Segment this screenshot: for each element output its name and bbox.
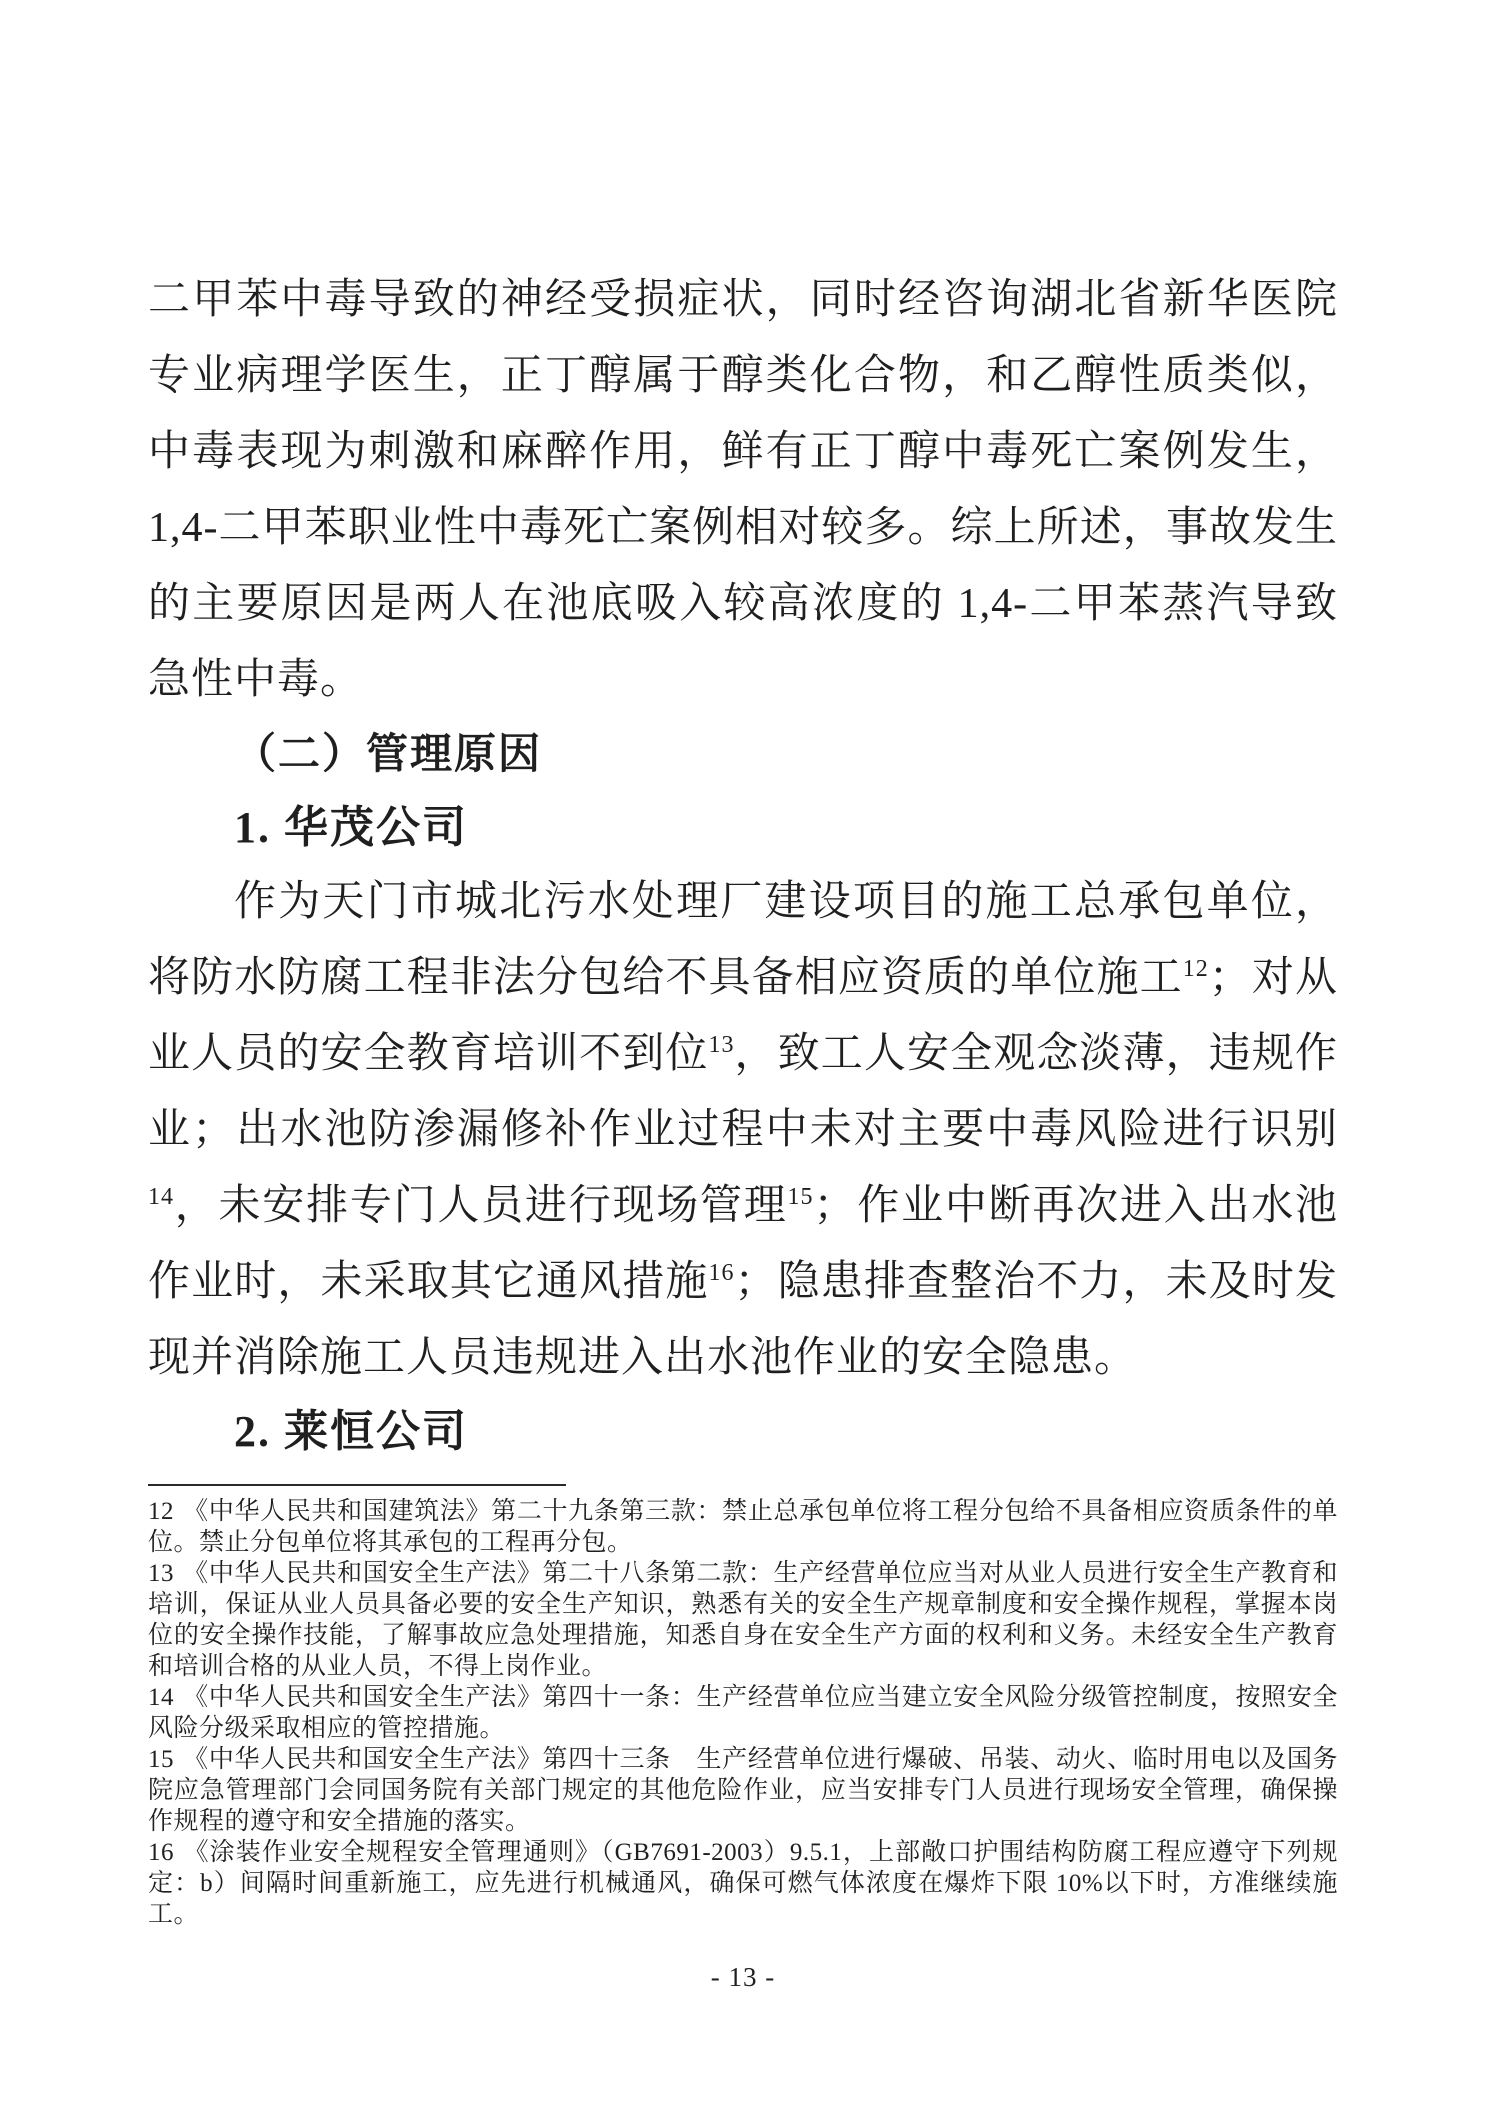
page-number: - 13 - (710, 1962, 776, 1992)
footnote-text: 《中华人民共和国安全生产法》第四十三条 生产经营单位进行爆破、吊装、动火、临时用电以及国务院应急管理部门会同国务院有关部门规定的其他危险作业，应当安排专门人员进行现场安全管理，确保操作规程的遵守和安全措施的落实。 (148, 1746, 1338, 1835)
text-run: ；对从业人员的安全教育培训不到位 (148, 955, 1338, 1077)
footnote-number: 14 (148, 1684, 174, 1711)
footnote-item (148, 1744, 1338, 1837)
footnote-ref: 14 (148, 1184, 174, 1210)
footnote-separator (148, 1484, 566, 1486)
paragraph-huamao-findings (148, 864, 1338, 1396)
heading-huamao-company: 1. 华茂公司 (234, 803, 468, 852)
footnote-ref: 13 (708, 1032, 735, 1058)
footnote-number: 16 (148, 1839, 174, 1866)
footnote-item (148, 1837, 1338, 1930)
paragraph-technical-cause: 二甲苯中毒导致的神经受损症状，同时经咨询湖北省新华医院专业病理学医生，正丁醇属于醇类化合物，和乙醇性质类似，中毒表现为刺激和麻醉作用，鲜有正丁醇中毒死亡案例发生，1,4-二甲苯职业性中毒死亡案例相对较多。综上所述，事故发生的主要原因是两人在池底吸入较高浓度的 1,4-二甲苯蒸汽导致急性中毒。 (148, 277, 1338, 703)
text-run: ，致工人安全观念淡薄，违规作业；出水池防渗漏修补作业过程中未对主要中毒风险进行识别 (148, 1031, 1338, 1153)
footnote-number: 15 (148, 1746, 174, 1773)
footnote-item (148, 1558, 1338, 1682)
footnotes-section (148, 1496, 1338, 1930)
footnote-item (148, 1496, 1338, 1558)
footnote-text: 《中华人民共和国安全生产法》第二十八条第二款：生产经营单位应当对从业人员进行安全生产教育和培训，保证从业人员具备必要的安全生产知识，熟悉有关的安全生产规章制度和安全操作规程，掌握本岗位的安全操作技能，了解事故应急处理措施，知悉自身在安全生产方面的权利和义务。未经安全生产教育和培训合格的从业人员，不得上岗作业。 (148, 1560, 1338, 1680)
page-content (148, 0, 1338, 1930)
text-run: ；作业中断再次进入出水池作业时，未采取其它通风措施 (148, 1183, 1338, 1305)
text-run: 作为天门市城北污水处理厂建设项目的施工总承包单位，将防水防腐工程非法分包给不具备相应资质的单位施工 (148, 879, 1338, 1001)
footnote-number: 12 (148, 1498, 174, 1525)
footnote-ref: 15 (787, 1184, 814, 1210)
footnote-number: 13 (148, 1560, 174, 1587)
footnote-text: 《涂装作业安全规程安全管理通则》（GB7691-2003）9.5.1，上部敞口护围结构防腐工程应遵守下列规定：b）间隔时间重新施工，应先进行机械通风，确保可燃气体浓度在爆炸下限 10%以下时，方准继续施工。 (148, 1839, 1338, 1928)
footnote-item (148, 1682, 1338, 1744)
footnote-text: 《中华人民共和国建筑法》第二十九条第三款：禁止总承包单位将工程分包给不具备相应资质条件的单位。禁止分包单位将其承包的工程再分包。 (148, 1498, 1338, 1556)
text-run: ；隐患排查整治不力，未及时发现并消除施工人员违规进入出水池作业的安全隐患。 (148, 1259, 1338, 1381)
footnote-ref: 16 (708, 1260, 735, 1286)
heading-laiheng-company: 2. 莱恒公司 (234, 1407, 468, 1456)
footnote-text: 《中华人民共和国安全生产法》第四十一条：生产经营单位应当建立安全风险分级管控制度，按照安全风险分级采取相应的管控措施。 (148, 1684, 1338, 1742)
heading-management-causes: （二）管理原因 (234, 732, 543, 778)
text-run: ，未安排专门人员进行现场管理 (174, 1183, 788, 1229)
footnote-ref: 12 (1182, 956, 1209, 982)
